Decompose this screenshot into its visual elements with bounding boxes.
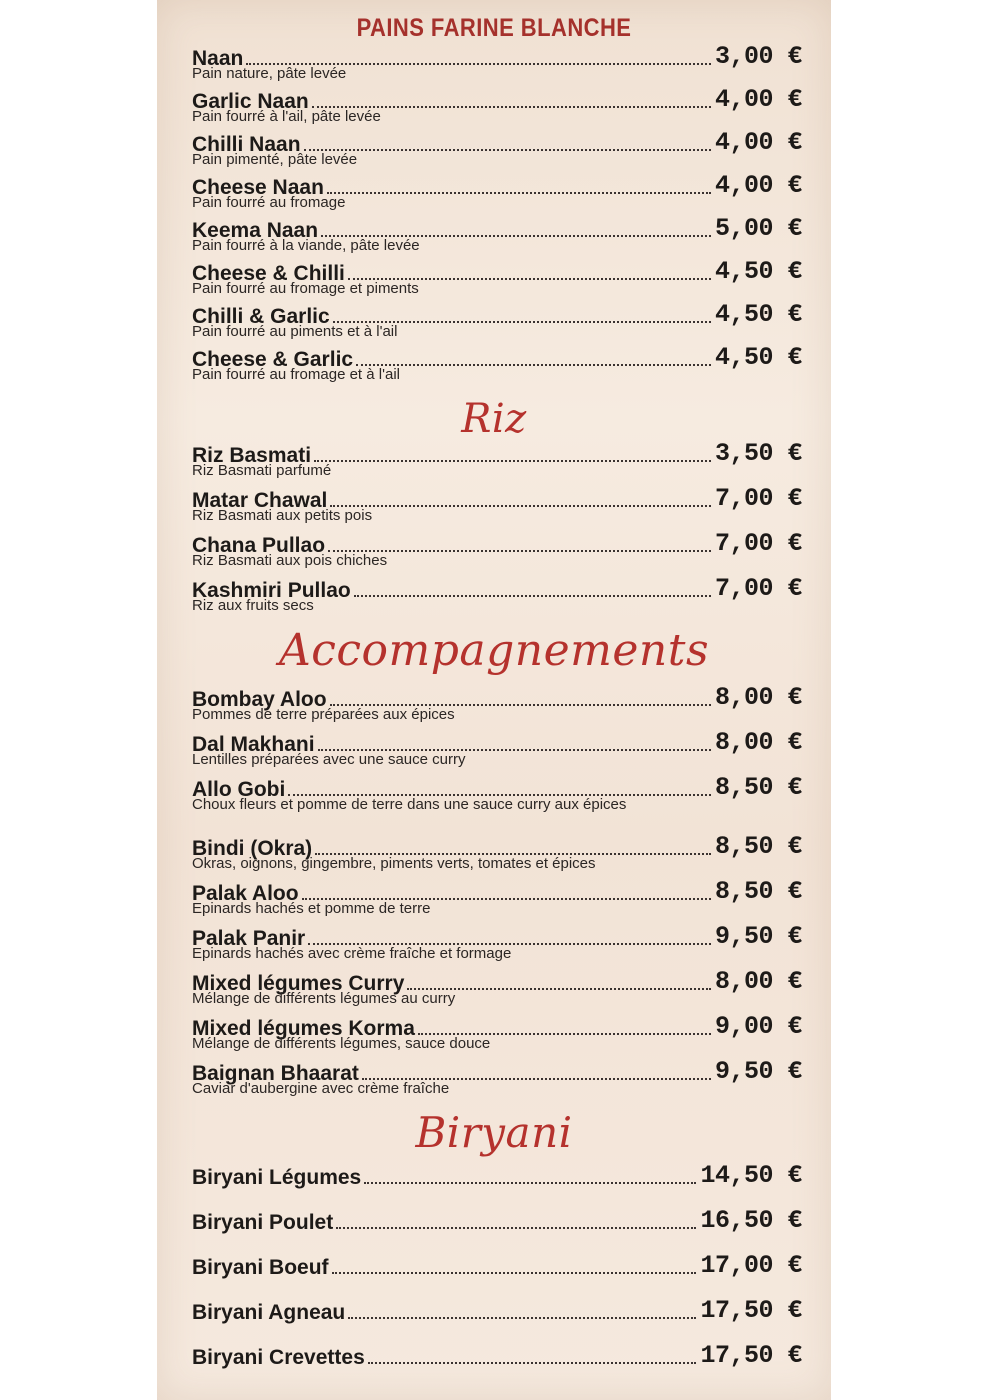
item-price: 17,00 € xyxy=(700,1251,802,1280)
menu-item xyxy=(192,685,802,722)
menu-item xyxy=(192,1014,802,1051)
item-name: Biryani Boeuf xyxy=(192,1256,329,1279)
item-name: Biryani Légumes xyxy=(192,1166,362,1189)
item-price: 4,50 € xyxy=(714,300,802,329)
item-price: 3,50 € xyxy=(714,439,802,468)
item-description: Pain fourré au fromage xyxy=(192,194,346,211)
item-description: Pommes de terre préparées aux épices xyxy=(192,706,455,723)
menu-item xyxy=(192,576,802,613)
menu-item xyxy=(192,834,802,871)
item-name: Chilli & Garlic xyxy=(192,305,330,328)
item-price: 8,50 € xyxy=(714,773,802,802)
item-name: Keema Naan xyxy=(192,219,319,242)
item-description: Pain fourré au fromage et à l'ail xyxy=(192,366,400,383)
item-name: Mixed légumes Korma xyxy=(192,1017,415,1040)
menu-item xyxy=(192,1208,802,1234)
menu-item xyxy=(192,216,802,253)
item-price: 9,50 € xyxy=(714,922,802,951)
dot-leader xyxy=(332,1271,697,1274)
dot-leader xyxy=(348,1316,696,1319)
item-price: 4,50 € xyxy=(714,257,802,286)
menu-item xyxy=(192,730,802,767)
item-name: Cheese & Garlic xyxy=(192,348,354,371)
menu-item xyxy=(192,302,802,339)
item-description: Riz Basmati parfumé xyxy=(192,462,332,479)
item-price: 17,50 € xyxy=(700,1296,802,1325)
menu-item xyxy=(192,441,802,478)
item-description: Pain fourré au fromage et piments xyxy=(192,280,419,297)
item-description: Riz aux fruits secs xyxy=(192,597,314,614)
item-price: 17,50 € xyxy=(700,1341,802,1370)
item-name: Bombay Aloo xyxy=(192,688,327,711)
item-name: Matar Chawal xyxy=(192,489,328,512)
item-name: Biryani Agneau xyxy=(192,1301,346,1324)
item-name: Palak Aloo xyxy=(192,882,299,905)
item-description: Pain fourré à la viande, pâte levée xyxy=(192,237,420,254)
section-title-biryani: Biryani xyxy=(415,1108,573,1157)
item-price: 8,00 € xyxy=(714,683,802,712)
item-name: Mixed légumes Curry xyxy=(192,972,405,995)
item-price: 8,50 € xyxy=(714,832,802,861)
item-name: Chana Pullao xyxy=(192,534,326,557)
item-description: Epinards hachés avec crème fraîche et formage xyxy=(192,945,512,962)
dot-leader xyxy=(314,459,711,462)
item-name: Biryani Poulet xyxy=(192,1211,334,1234)
dot-leader xyxy=(330,504,711,507)
item-price: 16,50 € xyxy=(700,1206,802,1235)
item-price: 3,00 € xyxy=(714,42,802,71)
item-name: Chilli Naan xyxy=(192,133,301,156)
dot-leader xyxy=(368,1361,697,1364)
item-description: Okras, oignons, gingembre, piments verts, tomates et épices xyxy=(192,855,596,872)
item-description: Mélange de différents légumes, sauce douce xyxy=(192,1035,491,1052)
item-name: Cheese & Chilli xyxy=(192,262,345,285)
menu-item xyxy=(192,1059,802,1096)
menu-item xyxy=(192,1343,802,1369)
menu-item xyxy=(192,1163,802,1189)
menu-item xyxy=(192,44,802,81)
item-name: Biryani Crevettes xyxy=(192,1346,365,1369)
item-name: Cheese Naan xyxy=(192,176,324,199)
section-title-riz: Riz xyxy=(461,396,527,442)
menu-item xyxy=(192,259,802,296)
menu-item xyxy=(192,130,802,167)
item-name: Riz Basmati xyxy=(192,444,312,467)
item-price: 9,00 € xyxy=(714,1012,802,1041)
menu-item xyxy=(192,173,802,210)
item-description: Mélange de différents légumes au curry xyxy=(192,990,456,1007)
menu-item xyxy=(192,924,802,961)
menu-item xyxy=(192,1253,802,1279)
item-price: 4,00 € xyxy=(714,171,802,200)
dot-leader xyxy=(364,1181,696,1184)
item-price: 9,50 € xyxy=(714,1057,802,1086)
item-description: Pain fourré à l'ail, pâte levée xyxy=(192,108,381,125)
menu-item xyxy=(192,87,802,124)
item-description: Pain fourré au piments et à l'ail xyxy=(192,323,398,340)
item-name: Kashmiri Pullao xyxy=(192,579,351,602)
section-title-pains: PAINS FARINE BLANCHE xyxy=(356,14,632,42)
item-description: Caviar d'aubergine avec crème fraîche xyxy=(192,1080,450,1097)
item-name: Naan xyxy=(192,47,244,70)
item-description: Pain nature, pâte levée xyxy=(192,65,347,82)
dot-leader xyxy=(327,191,711,194)
item-description: Pain pimenté, pâte levée xyxy=(192,151,358,168)
item-name: Bindi (Okra) xyxy=(192,837,313,860)
menu-item xyxy=(192,1298,802,1324)
menu-item xyxy=(192,969,802,1006)
item-description: Epinards hachés et pomme de terre xyxy=(192,900,431,917)
item-description: Riz Basmati aux pois chiches xyxy=(192,552,388,569)
item-price: 4,00 € xyxy=(714,128,802,157)
item-name: Garlic Naan xyxy=(192,90,309,113)
menu-item xyxy=(192,775,802,812)
item-price: 8,00 € xyxy=(714,967,802,996)
item-price: 8,00 € xyxy=(714,728,802,757)
item-description: Lentilles préparées avec une sauce curry xyxy=(192,751,466,768)
item-name: Dal Makhani xyxy=(192,733,315,756)
item-name: Allo Gobi xyxy=(192,778,286,801)
dot-leader xyxy=(354,594,711,597)
item-price: 4,50 € xyxy=(714,343,802,372)
item-price: 8,50 € xyxy=(714,877,802,906)
dot-leader xyxy=(304,148,711,151)
item-price: 5,00 € xyxy=(714,214,802,243)
menu-page xyxy=(157,0,831,1400)
item-price: 14,50 € xyxy=(700,1161,802,1190)
section-title-accompagnements: Accompagnements xyxy=(278,625,710,676)
item-description: Choux fleurs et pomme de terre dans une sauce curry aux épices xyxy=(192,796,627,813)
item-price: 4,00 € xyxy=(714,85,802,114)
dot-leader xyxy=(356,363,711,366)
menu-item xyxy=(192,345,802,382)
item-price: 7,00 € xyxy=(714,529,802,558)
menu-item xyxy=(192,531,802,568)
menu-item xyxy=(192,879,802,916)
dot-leader xyxy=(336,1226,696,1229)
item-name: Baignan Bhaarat xyxy=(192,1062,359,1085)
item-price: 7,00 € xyxy=(714,574,802,603)
menu-item xyxy=(192,486,802,523)
item-description: Riz Basmati aux petits pois xyxy=(192,507,373,524)
item-price: 7,00 € xyxy=(714,484,802,513)
item-name: Palak Panir xyxy=(192,927,306,950)
